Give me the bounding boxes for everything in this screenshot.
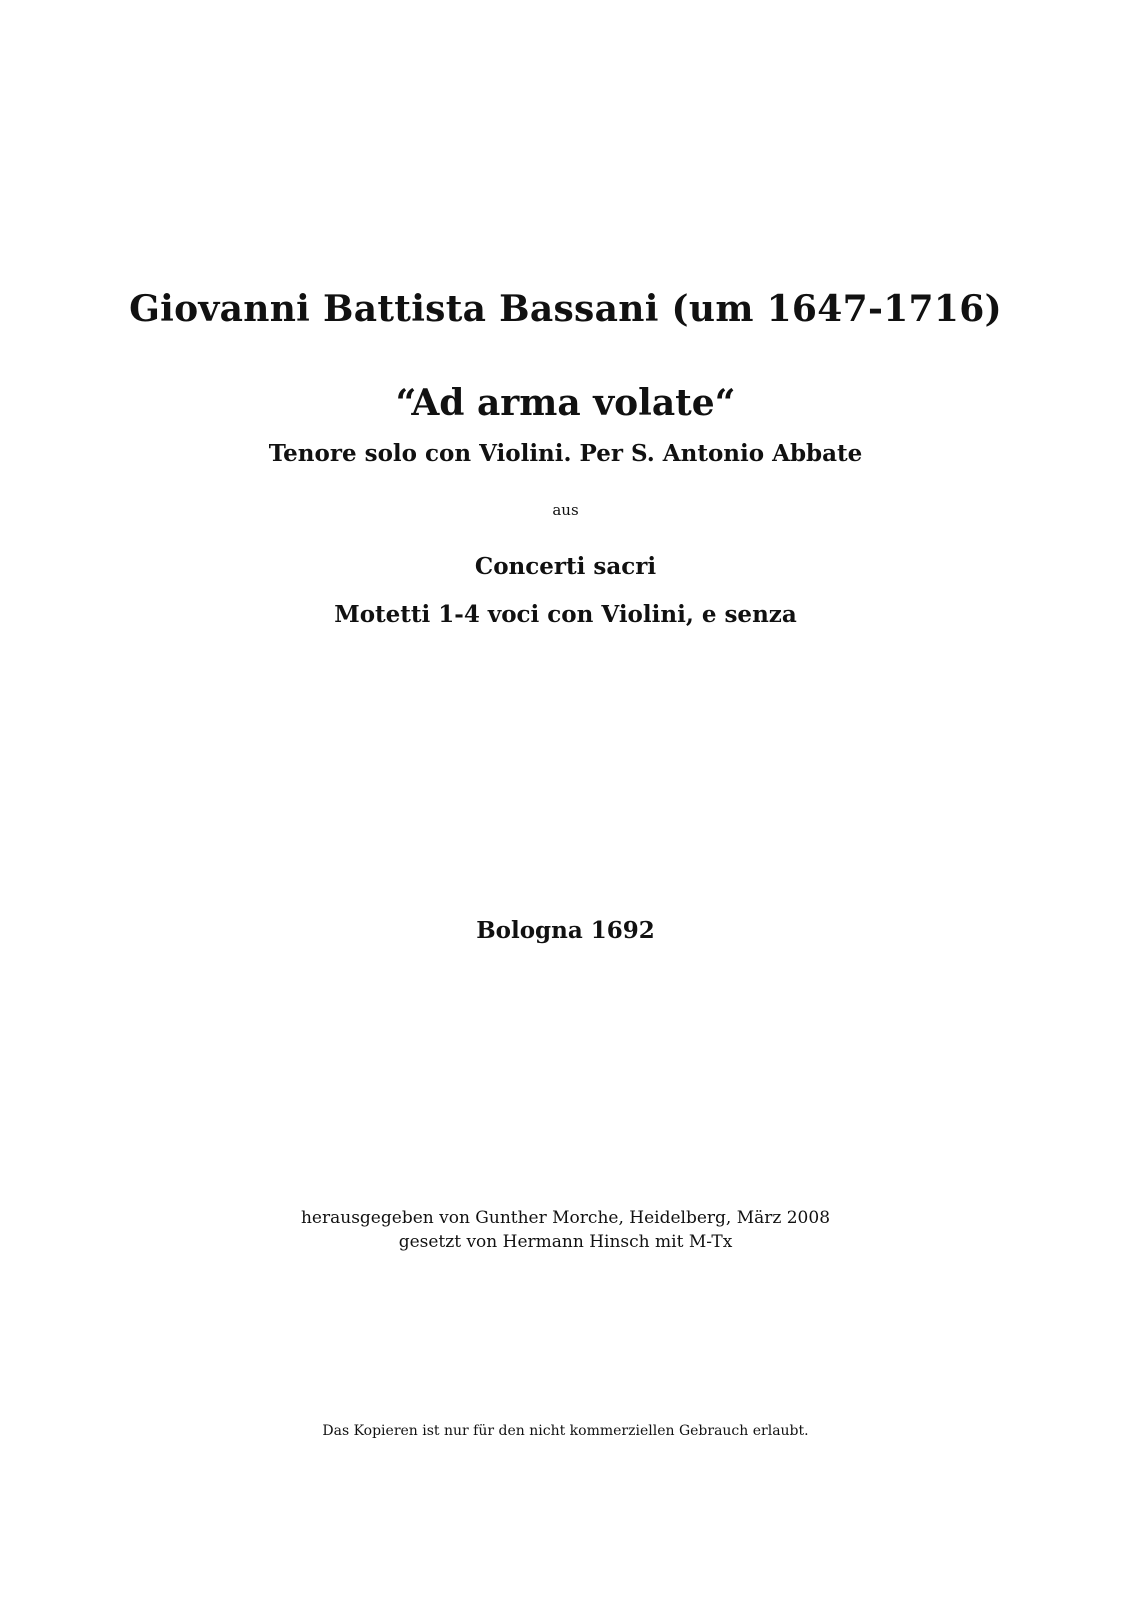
editor-credit: herausgegeben von Gunther Morche, Heidelberg, März 2008 xyxy=(300,1208,831,1228)
typesetter-credit: gesetzt von Hermann Hinsch mit M-Tx xyxy=(398,1232,733,1252)
composer-heading: Giovanni Battista Bassani (um 1647-1716) xyxy=(129,288,1002,330)
work-title: “Ad arma volate“ xyxy=(395,382,736,424)
from-label: aus xyxy=(552,501,579,519)
collection-subtitle: Motetti 1-4 voci con Violini, e senza xyxy=(334,601,797,628)
copyright-notice: Das Kopieren ist nur für den nicht kommerziellen Gebrauch erlaubt. xyxy=(322,1423,809,1439)
place-year: Bologna 1692 xyxy=(476,917,655,944)
scoring-line: Tenore solo con Violini. Per S. Antonio Abbate xyxy=(268,440,863,467)
collection-title: Concerti sacri xyxy=(474,553,657,580)
